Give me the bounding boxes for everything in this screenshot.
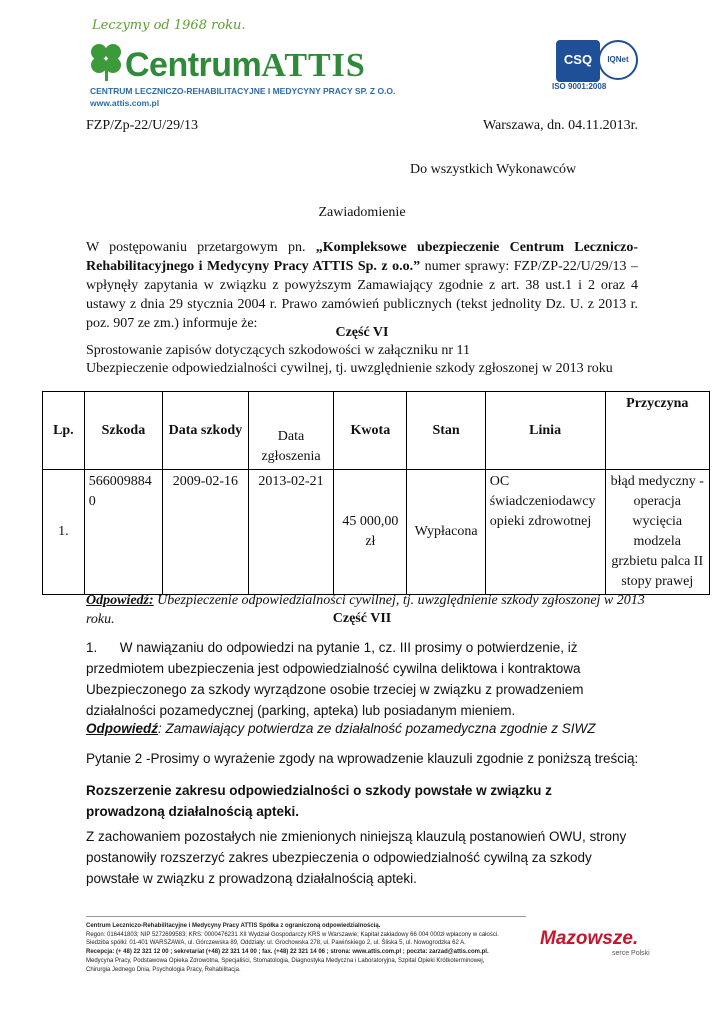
cell-przyczyna: błąd medyczny - operacja wycięcia modzela grzbietu palca II stopy prawej bbox=[605, 470, 709, 595]
answer-1-text: Ubezpieczenie odpowiedzialności cywilnej, tj. uwzględnienie szkody zgłoszonej w 2013 roku. bbox=[86, 593, 645, 627]
addressee: Do wszystkich Wykonawców bbox=[410, 162, 577, 177]
csq-label: CSQ bbox=[563, 52, 593, 67]
mazowsze-subtitle: serce Polski bbox=[612, 950, 650, 957]
header-przyczyna: Przyczyna bbox=[605, 392, 709, 470]
claims-table bbox=[42, 391, 710, 595]
website-link[interactable]: www.attis.com.pl bbox=[90, 98, 160, 108]
company-tagline: CENTRUM LECZNICZO-REHABILITACYJNE I MEDYCYNY PRACY SP. Z O.O. bbox=[90, 86, 396, 96]
header-data-szkody: Data szkody bbox=[163, 392, 249, 470]
section-vi-line2: Ubezpieczenie odpowiedzialności cywilnej, tj. uwzględnienie szkody zgłoszonej w 2013 roku bbox=[86, 361, 613, 376]
intro-text-1: W postępowaniu przetargowym pn. bbox=[86, 240, 306, 255]
cell-kwota: 45 000,00 zł bbox=[334, 470, 407, 595]
header-stan: Stan bbox=[407, 392, 485, 470]
question-1-text: W nawiązaniu do odpowiedzi na pytanie 1, cz. III prosimy o potwierdzenie, iż przedmiotem ubezpieczenia jest odpowiedzialność cywilna deliktowa i kontraktowa Ubezpieczonego za szkody wyrządzone osobie trzeciej w związku z prowadzeniem działalności pozamedycznej (parking, apteka) lub posiadanym mieniem. bbox=[86, 640, 584, 718]
clause-title: Rozszerzenie zakresu odpowiedzialności o szkody powstałe w związku z prowadzoną działalnością apteki. bbox=[86, 783, 552, 819]
mazowsze-logo: Mazowsze. bbox=[540, 928, 639, 949]
footer-services-2: Chirurgia Jednego Dnia, Psychologia Pracy, Rehabilitacja. bbox=[86, 966, 241, 973]
company-logo-text bbox=[125, 48, 366, 83]
table-row bbox=[43, 470, 710, 595]
header-linia: Linia bbox=[485, 392, 605, 470]
footer-addresses: Siedziba spółki: 01-401 WARSZAWA, ul. Górczewska 89, Oddziały: ul. Grochowska 278, ul. Pawińskiego 2, ul. Śliska 5, ul. Nowogrodzka 62 A. bbox=[86, 940, 466, 947]
section-vii-heading: Część VII bbox=[332, 611, 392, 626]
clover-logo-icon bbox=[86, 40, 126, 82]
iso-certificate: ISO 9001:2008 bbox=[552, 82, 607, 91]
intro-bold-title: „Kompleksowe ubezpieczenie Centrum Leczniczo-Rehabilitacyjnego i Medycyny Pracy ATTIS Sp. z o.o.” bbox=[86, 240, 638, 274]
logo-centrum: Centrum bbox=[125, 46, 262, 84]
footer-contacts: Recepcja: (+ 48) 22 321 12 00 ; sekretariat (+48) 22 321 14 00 ; fax. (+48) 22 321 14 06 ; strona: www.attis.com.pl ; poczta: zarzad@attis.com.pl. bbox=[86, 949, 489, 956]
footer-text bbox=[86, 922, 526, 974]
intro-text-2: numer sprawy: FZP/ZP-22/U/29/13 – wpłynęły zapytania w związku z powyższym Zamawiający zgodnie z art. 38 ust.1 i 2 oraz 4 ustawy z dnia 29 stycznia 2004 r. Prawo zamówień publicznych (tekst jednolity Dz. U. z 2013 r. poz. 907 ze zm.) informuje że: bbox=[86, 259, 639, 331]
intro-paragraph bbox=[86, 238, 638, 333]
iqnet-label: IQNet bbox=[607, 55, 629, 64]
table-header-row bbox=[43, 392, 710, 470]
question-2: Pytanie 2 -Prosimy o wyrażenie zgody na wprowadzenie klauzuli zgodnie z poniższą treścią: bbox=[86, 751, 639, 766]
reference-number: FZP/Zp-22/U/29/13 bbox=[86, 118, 199, 133]
section-vi-line1: Sprostowanie zapisów dotyczących szkodowości w załączniku nr 11 bbox=[86, 343, 470, 358]
slogan: Leczymy od 1968 roku. bbox=[92, 18, 246, 33]
place-date: Warszawa, dn. 04.11.2013r. bbox=[482, 118, 638, 133]
footer-registration: Regon: 016441803; NIP 5272699583; KRS: 0000476231 XII Wydział Gospodarczy KRS w Warszawie; Kapitał zakładowy 66 004 000zł wpłacony w całości. bbox=[86, 931, 499, 938]
header-data-zgloszenia: Data zgłoszenia bbox=[248, 392, 334, 470]
footer-company: Centrum Leczniczo-Rehabilitacyjne i Medycyny Pracy ATTIS Spółka z ograniczoną odpowiedzialnością. bbox=[86, 923, 381, 929]
document-title: Zawiadomienie bbox=[318, 205, 406, 220]
header-kwota: Kwota bbox=[334, 392, 407, 470]
question-1 bbox=[86, 637, 642, 721]
csq-cert-icon bbox=[556, 40, 600, 82]
section-vi-heading: Część VI bbox=[335, 325, 389, 340]
cell-lp: 1. bbox=[43, 470, 85, 595]
question-1-number: 1. bbox=[86, 640, 98, 655]
cell-szkoda: 5660098840 bbox=[84, 470, 162, 595]
iqnet-cert-icon bbox=[598, 40, 638, 80]
logo-attis: ATTIS bbox=[261, 47, 366, 84]
cell-stan: Wypłacona bbox=[407, 470, 485, 595]
answer-2-text: Zamawiający potwierdza ze działalność pozamedyczna zgodnie z SIWZ bbox=[161, 721, 596, 736]
answer-2-label: Odpowiedź bbox=[86, 721, 158, 736]
footer-divider bbox=[86, 916, 526, 917]
clause-body: Z zachowaniem pozostałych nie zmienionych niniejszą klauzulą postanowień OWU, strony postanowiły rozszerzyć zakres ubezpieczenia o odpowiedzialność cywilną za szkody powstałe w związku z prowadzoną działalnością apteki. bbox=[86, 829, 627, 886]
cell-data-szkody: 2009-02-16 bbox=[163, 470, 249, 595]
footer-services-1: Medycyna Pracy, Podstawowa Opieka Zdrowotna, Specjaliści, Stomatologia, Diagnostyka Medyczna i Laboratoryjna, Szpital Opieki Krótkoterminowej, bbox=[86, 957, 485, 964]
cell-linia: OC świadczeniodawcy opieki zdrowotnej bbox=[485, 470, 605, 595]
answer-2-colon: : bbox=[158, 721, 162, 736]
answer-2 bbox=[86, 719, 595, 739]
header-szkoda: Szkoda bbox=[84, 392, 162, 470]
cell-data-zgloszenia: 2013-02-21 bbox=[248, 470, 334, 595]
header-lp: Lp. bbox=[43, 392, 85, 470]
answer-1-label: Odpowiedź: bbox=[86, 593, 154, 608]
